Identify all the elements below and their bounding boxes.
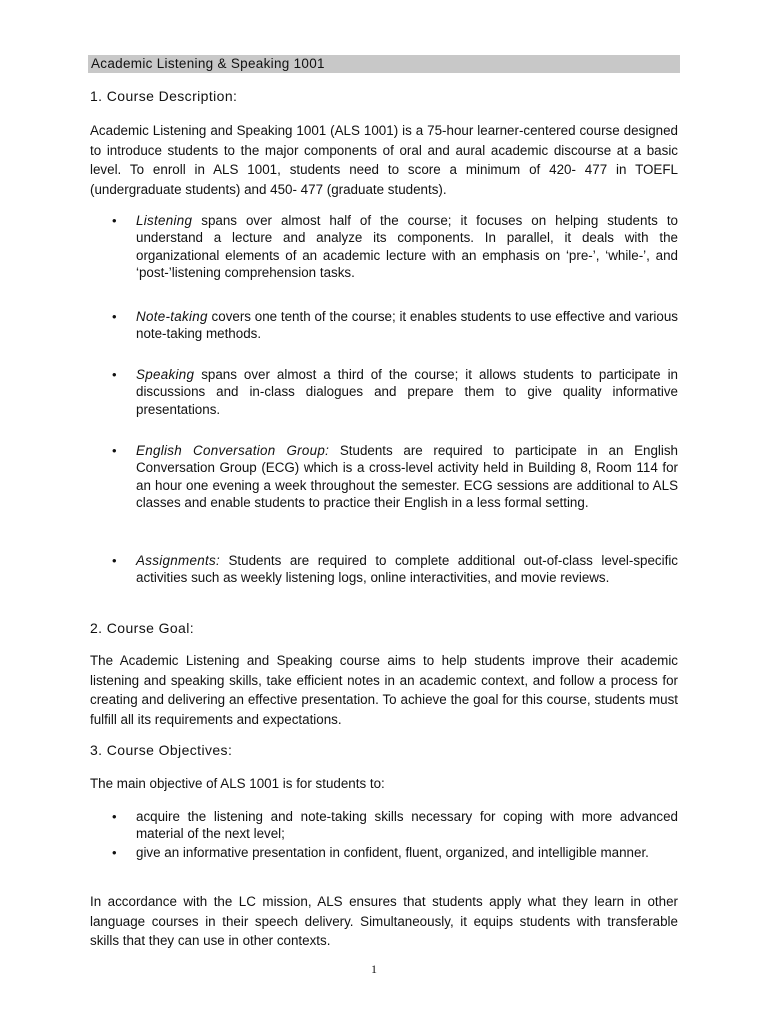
bullet-text (136, 212, 678, 282)
closing-paragraph: In accordance with the LC mission, ALS ensures that students apply what they learn in other language courses in their speech delivery. Simultaneously, it equips students with transferable skills that they can use in other contexts. (90, 894, 678, 948)
bullet-note-taking (112, 308, 678, 343)
bullet-body: spans over almost half of the course; it focuses on helping students to understand a lecture and analyze its components. In parallel, it deals with the organizational elements of an academic lecture with an emphasis on ‘pre-’, ‘while-’, and ‘post-’listening comprehension tasks. (136, 213, 678, 281)
bullet-term: Assignments: (136, 553, 220, 568)
bullet-term: Listening (136, 213, 193, 228)
bullet-icon: • (112, 553, 117, 568)
bullet-term: English Conversation Group: (136, 443, 330, 458)
bullet-assignments (112, 552, 678, 587)
course-goal-paragraph: The Academic Listening and Speaking course aims to help students improve their academic listening and speaking skills, take efficient notes in an academic context, and follow a process for creating and delivering an effective presentation. To achieve the goal for this course, students must fulfill all its requirements and expectations. (90, 653, 678, 727)
bullet-body: Students are required to complete additional out-of-class level-specific activities such as weekly listening logs, online interactivities, and movie reviews. (136, 553, 678, 586)
objectives-intro: The main objective of ALS 1001 is for students to: (90, 776, 385, 791)
bullet-term: Note-taking (136, 309, 208, 324)
bullet-body: covers one tenth of the course; it enables students to use effective and various note-taking methods. (136, 309, 678, 342)
bullet-body: spans over almost a third of the course; it allows students to participate in discussions and in-class dialogues and prepare them to give quality informative presentations. (136, 367, 678, 417)
document-title: Academic Listening & Speaking 1001 (88, 55, 680, 73)
bullet-speaking (112, 366, 678, 418)
bullet-term: Speaking (136, 367, 195, 382)
bullet-text (136, 366, 678, 418)
bullet-icon: • (112, 367, 117, 382)
objective-bullet (112, 844, 678, 861)
bullet-icon: • (112, 809, 117, 824)
section-heading-course-description: 1. Course Description: (90, 88, 238, 104)
section-heading-course-objectives: 3. Course Objectives: (90, 742, 233, 758)
page-number: 1 (371, 962, 377, 976)
section-heading-course-goal: 2. Course Goal: (90, 620, 195, 636)
bullet-icon: • (112, 443, 117, 458)
bullet-text (136, 552, 678, 587)
bullet-text (136, 442, 678, 512)
bullet-icon: • (112, 845, 117, 860)
course-description-paragraph: Academic Listening and Speaking 1001 (ALS 1001) is a 75-hour learner-centered course designed to introduce students to the major components of oral and aural academic discourse at a basic level. To enroll in ALS 1001, students need to score a minimum of 420- 477 in TOEFL (undergraduate students) and 450- 477 (graduate students). (90, 123, 678, 197)
bullet-english-conversation-group (112, 442, 678, 512)
bullet-icon: • (112, 213, 117, 228)
bullet-icon: • (112, 309, 117, 324)
bullet-text: give an informative presentation in confident, fluent, organized, and intelligible manner. (136, 845, 649, 860)
bullet-text (136, 308, 678, 343)
objective-bullet (112, 808, 678, 843)
bullet-text: acquire the listening and note-taking skills necessary for coping with more advanced material of the next level; (136, 809, 678, 842)
bullet-listening (112, 212, 678, 282)
bullet-body: Students are required to participate in an English Conversation Group (ECG) which is a cross-level activity held in Building 8, Room 114 for an hour one evening a week throughout the semester. ECG sessions are additional to ALS classes and enable students to practice their English in a less formal setting. (136, 443, 678, 511)
